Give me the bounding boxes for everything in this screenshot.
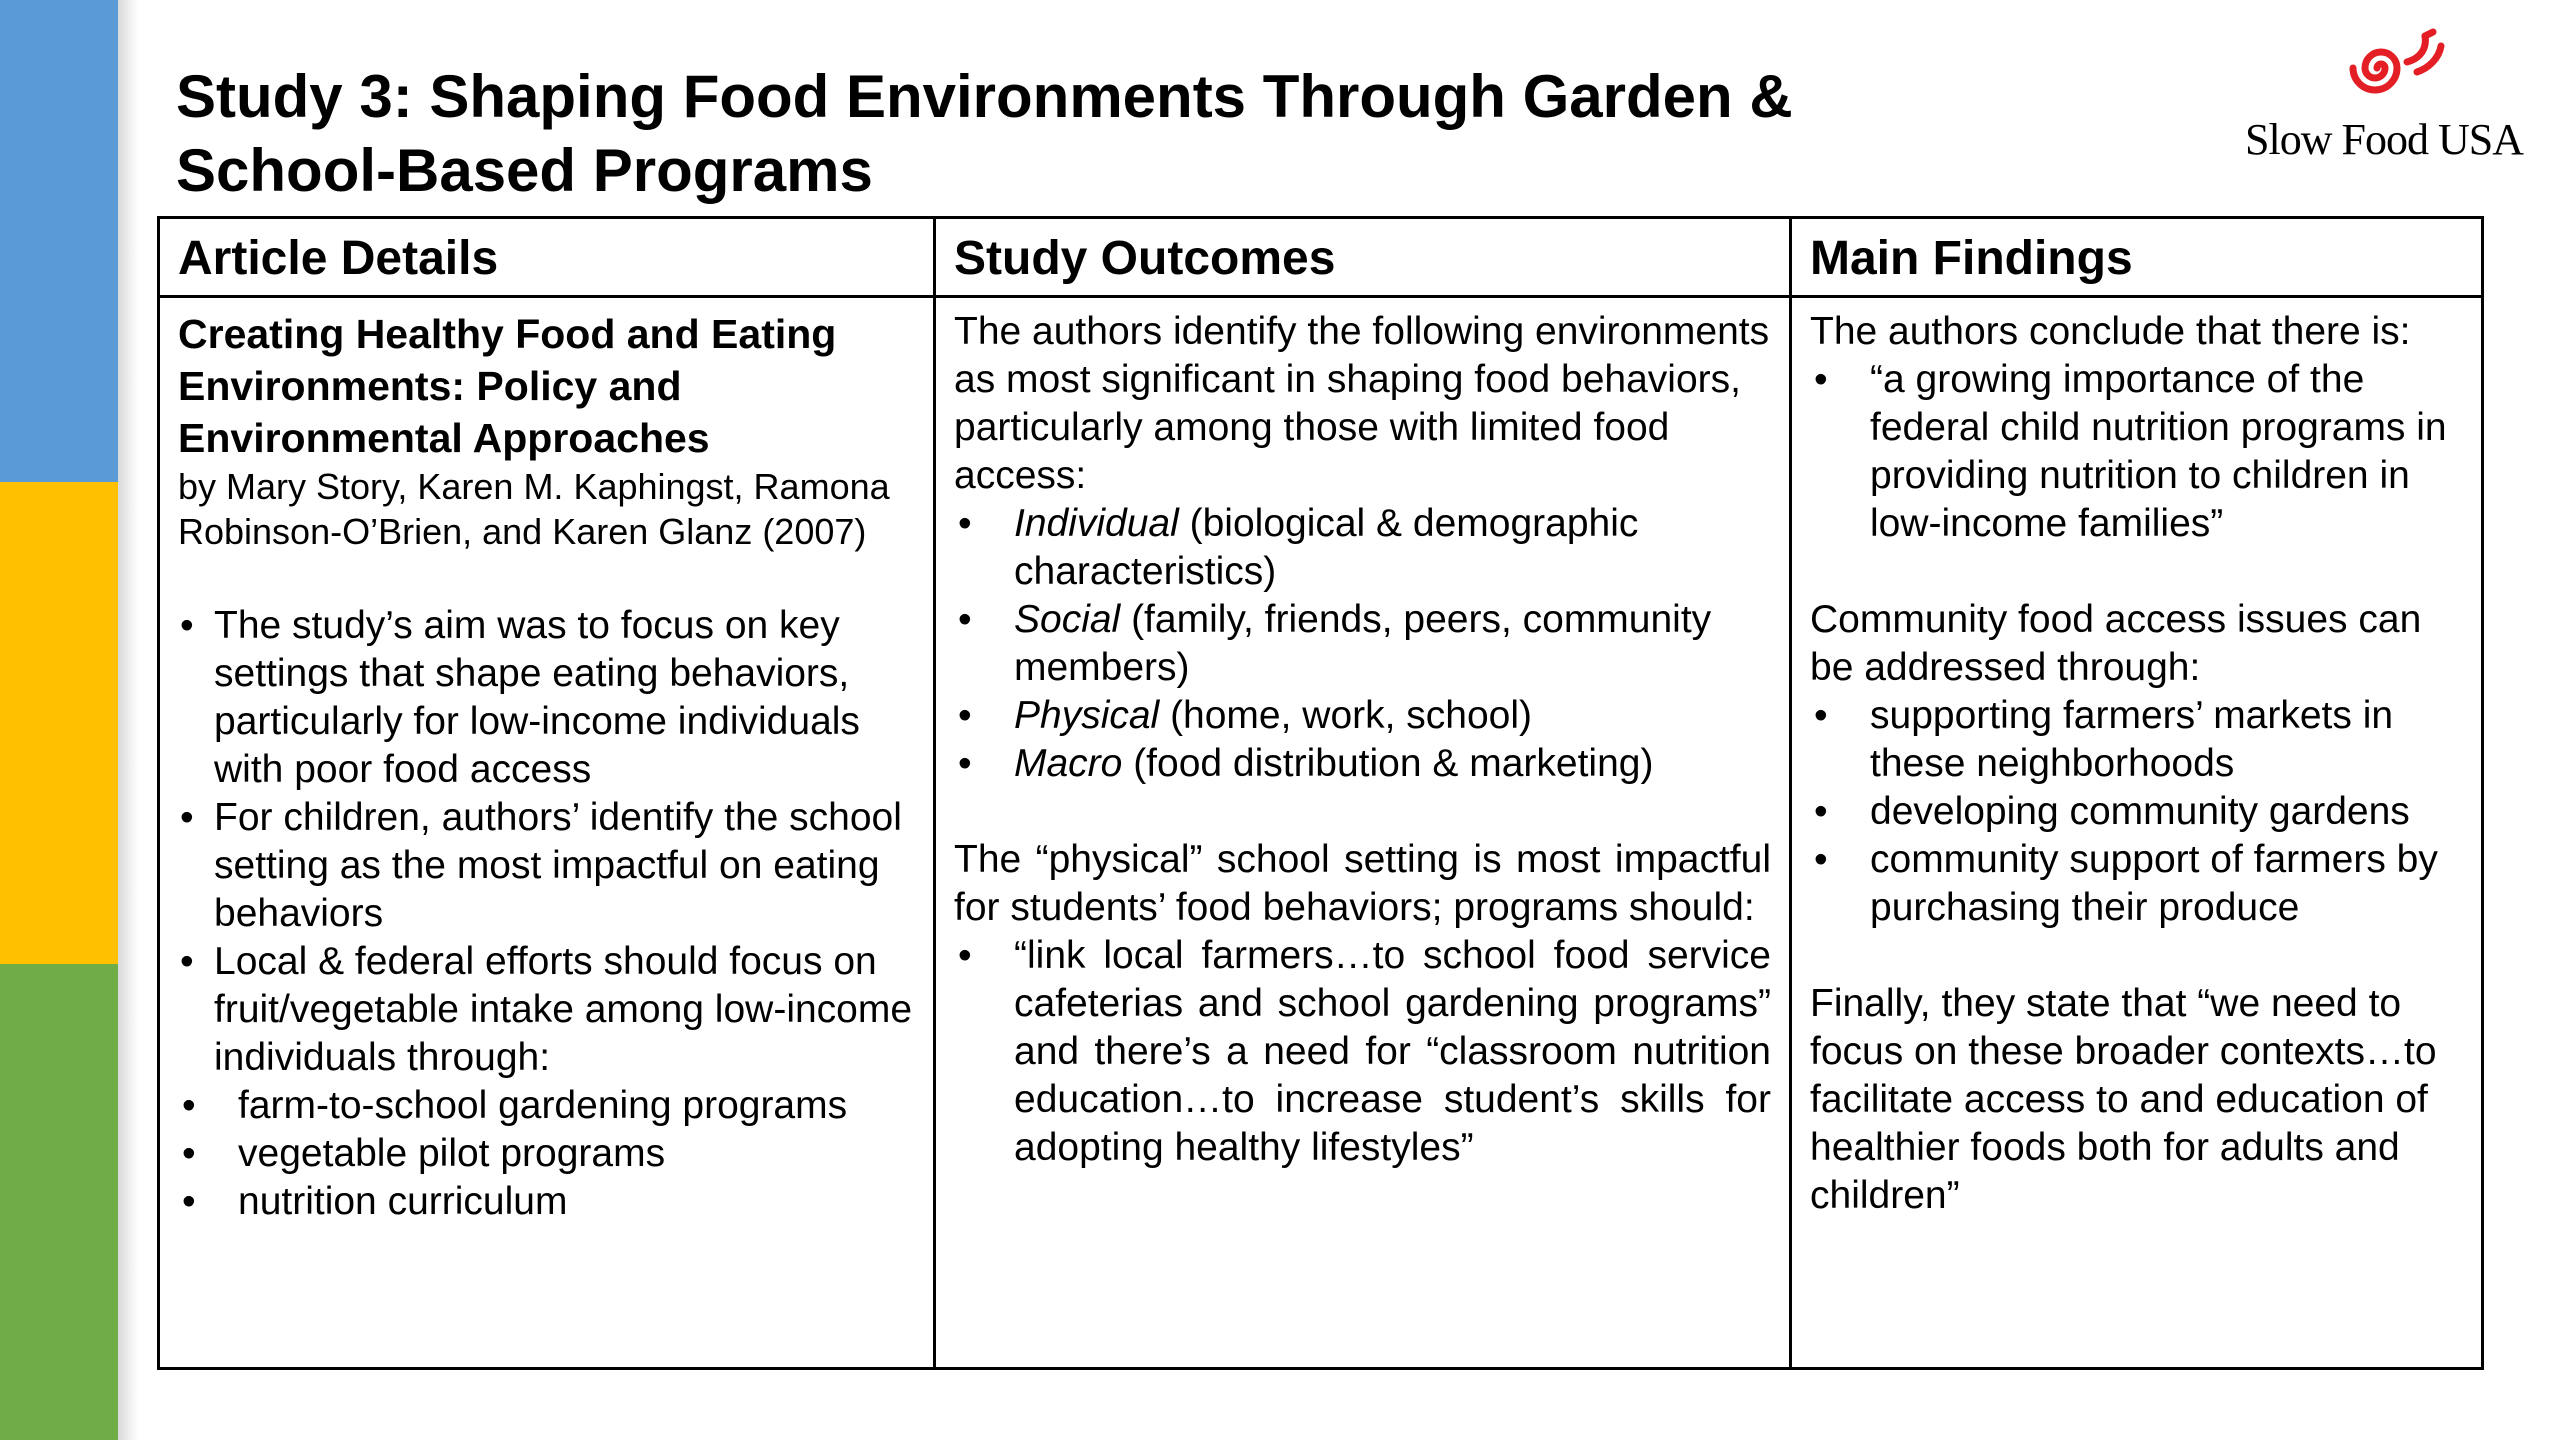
environment-detail: (biological & demographic characteristics) xyxy=(1014,502,1639,593)
left-stripe-green xyxy=(0,964,118,1440)
list-item xyxy=(954,500,1771,596)
stripe-shadow xyxy=(118,0,138,1440)
environment-detail: (home, work, school) xyxy=(1159,694,1533,737)
table-body-row xyxy=(159,297,2483,1369)
environment-name: Physical xyxy=(1014,694,1160,737)
title-line-1: Study 3: Shaping Food Environments Through Garden & xyxy=(176,63,1793,130)
list-item: • vegetable pilot programs xyxy=(178,1130,915,1178)
list-item: • “a growing importance of the federal child nutrition programs in providing nutrition to children in low-income families” xyxy=(1810,356,2463,548)
outcomes-intro: The authors identify the following environments as most significant in shaping food behaviors, particularly among those with limited food access: xyxy=(954,310,1770,497)
list-item xyxy=(954,692,1771,740)
article-bullet-list xyxy=(178,602,915,1082)
environment-name: Social xyxy=(1014,598,1121,641)
study-table xyxy=(157,216,2484,1370)
authors-line: by Mary Story, Karen M. Kaphingst, Ramona xyxy=(178,466,890,507)
environments-list xyxy=(954,500,1771,788)
title-line-2: School-Based Programs xyxy=(176,137,873,204)
list-item: • Local & federal efforts should focus on fruit/vegetable intake among low-income individuals through: xyxy=(178,938,915,1082)
list-item: • community support of farmers by purchasing their produce xyxy=(1810,836,2463,932)
left-stripe-blue xyxy=(0,0,118,482)
study-outcomes-cell xyxy=(935,297,1791,1369)
environment-name: Macro xyxy=(1014,742,1123,785)
article-details-cell xyxy=(159,297,935,1369)
list-item: • For children, authors’ identify the school setting as the most impactful on eating behaviors xyxy=(178,794,915,938)
header-article-details: Article Details xyxy=(159,218,935,297)
article-title xyxy=(178,308,915,464)
article-title-line: Environments: Policy and xyxy=(178,363,682,409)
environment-detail: (food distribution & marketing) xyxy=(1122,742,1654,785)
community-intro: Community food access issues can be addressed through: xyxy=(1810,598,2422,689)
slow-food-logo xyxy=(2245,28,2545,168)
left-stripe-yellow xyxy=(0,482,118,964)
list-item xyxy=(954,596,1771,692)
article-title-line: Environmental Approaches xyxy=(178,415,710,461)
snail-icon xyxy=(2341,28,2451,108)
article-authors xyxy=(178,464,915,554)
list-item: • nutrition curriculum xyxy=(178,1178,915,1226)
header-main-findings: Main Findings xyxy=(1791,218,2483,297)
list-item: • “link local farmers…to school food service cafeterias and school gardening programs” and there’s a need for “classroom nutrition education…to increase student’s skills for adopting healthy lifestyles” xyxy=(954,932,1771,1172)
community-bullet-list xyxy=(1810,692,2463,932)
environment-name: Individual xyxy=(1014,502,1179,545)
list-item: • farm-to-school gardening programs xyxy=(178,1082,915,1130)
quote-bullet-list xyxy=(1810,356,2463,548)
page-title xyxy=(176,60,1976,208)
article-sub-bullet-list xyxy=(178,1082,915,1226)
header-study-outcomes: Study Outcomes xyxy=(935,218,1791,297)
list-item: • The study’s aim was to focus on key settings that shape eating behaviors, particularly for low-income individuals with poor food access xyxy=(178,602,915,794)
school-setting-text: The “physical” school setting is most impactful for students’ food behaviors; programs should: xyxy=(954,838,1771,929)
article-title-line: Creating Healthy Food and Eating xyxy=(178,311,837,357)
main-findings-cell xyxy=(1791,297,2483,1369)
authors-line: Robinson-O’Brien, and Karen Glanz (2007) xyxy=(178,511,867,552)
final-statement: Finally, they state that “we need to focus on these broader contexts…to facilitate access to and education of healthier foods both for adults and children” xyxy=(1810,982,2437,1217)
environment-detail: (family, friends, peers, community members) xyxy=(1014,598,1712,689)
school-bullet-list xyxy=(954,932,1771,1172)
logo-text: Slow Food USA xyxy=(2245,115,2523,164)
table-header-row xyxy=(159,218,2483,297)
list-item xyxy=(954,740,1771,788)
list-item: • developing community gardens xyxy=(1810,788,2463,836)
list-item: • supporting farmers’ markets in these neighborhoods xyxy=(1810,692,2463,788)
findings-intro: The authors conclude that there is: xyxy=(1810,310,2411,353)
